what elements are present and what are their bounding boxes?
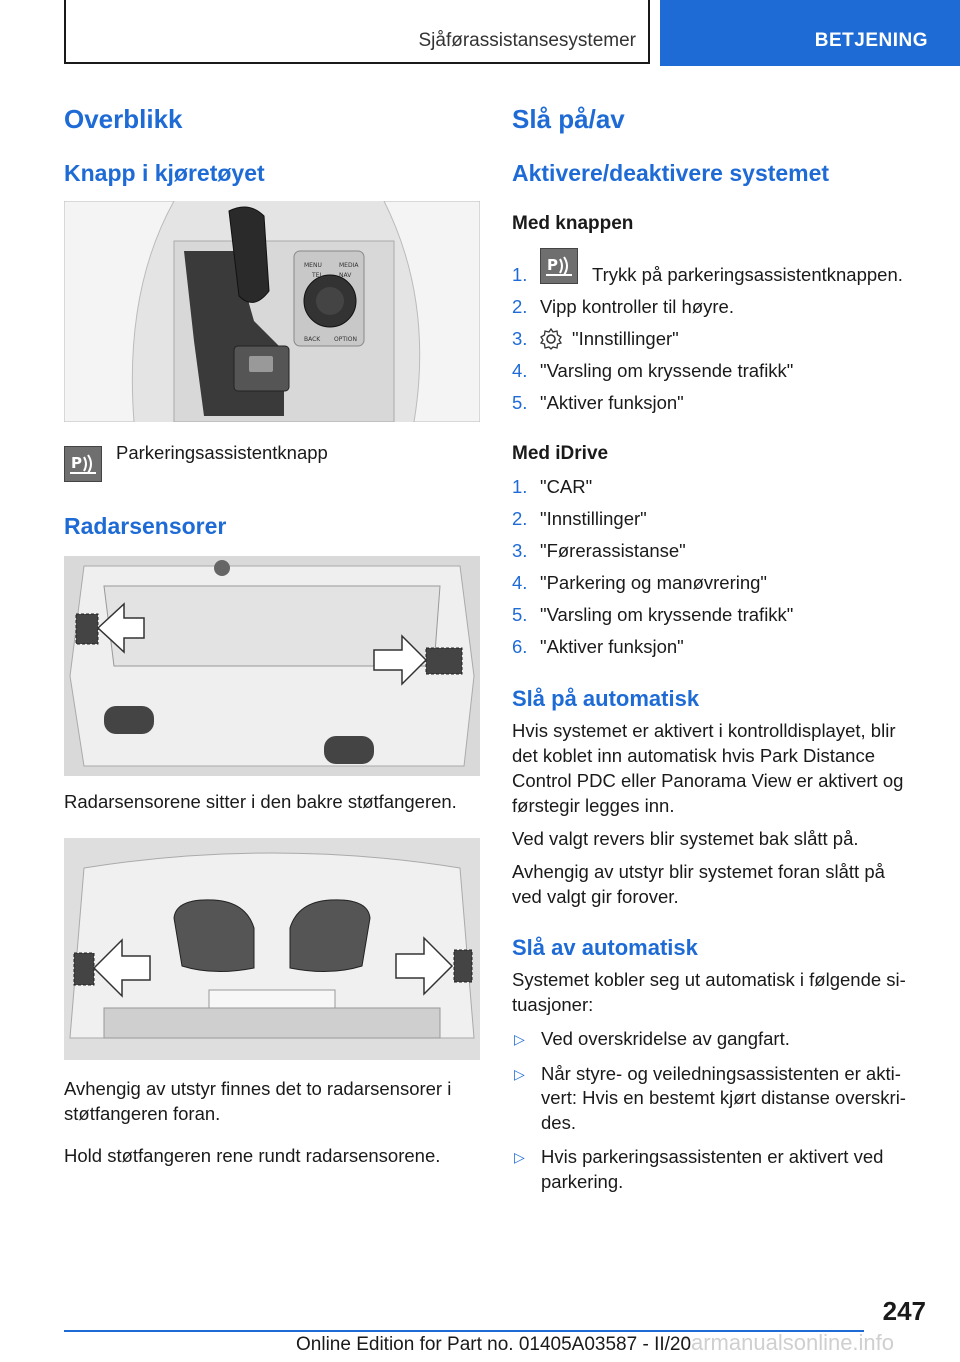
step-number: 3. (512, 540, 528, 561)
parking-assistant-button-icon (64, 446, 102, 482)
step-text: "Varsling om kryssende trafikk" (540, 360, 794, 381)
header-section-box (64, 0, 650, 64)
step-number: 3. (512, 328, 528, 349)
heading-switch-on-off: Slå på/av (512, 104, 625, 134)
auto-off-line1: Systemet kobler seg ut automatisk i følgende si- (512, 969, 906, 990)
rear-bumper-image (64, 556, 480, 776)
auto-on-line2: det koblet inn automatisk hvis Park Distance (512, 745, 875, 766)
step-number: 6. (512, 636, 528, 657)
list-item (512, 1062, 922, 1136)
step-number: 2. (512, 296, 528, 317)
front-sensors-caption-line1: Avhengig av utstyr finnes det to radarsensorer i (64, 1078, 452, 1099)
auto-on-line1: Hvis systemet er aktivert i kontrolldisplayet, blir (512, 720, 896, 741)
header-chapter-tab (660, 0, 960, 66)
step-text: "CAR" (540, 476, 593, 497)
svg-text:NAV: NAV (339, 272, 352, 279)
svg-text:BACK: BACK (304, 336, 321, 343)
step-text: "Parkering og manøvrering" (540, 572, 768, 593)
front-bumper-illustration (64, 838, 480, 1060)
step-number: 1. (512, 264, 528, 285)
triangle-bullet-icon: ▷ (514, 1149, 525, 1165)
svg-text:P: P (547, 256, 558, 274)
step-text: "Innstillinger" (572, 328, 679, 349)
heading-auto-on: Slå på automatisk (512, 686, 700, 711)
header-chapter-title: BETJENING (814, 30, 928, 51)
keep-clean-note: Hold støtfangeren rene rundt radarsensorene. (64, 1145, 441, 1166)
page-number: 247 (882, 1296, 926, 1326)
heading-radar-sensors: Radarsensorer (64, 513, 227, 539)
step-number: 4. (512, 572, 528, 593)
auto-on-line3: Control PDC eller Panorama View er aktivert og (512, 770, 904, 791)
step-number: 4. (512, 360, 528, 381)
icon-label-parking-button: Parkeringsassistentknapp (116, 442, 328, 463)
rear-bumper-illustration (64, 556, 480, 776)
auto-off-bullets (512, 1027, 922, 1204)
heading-auto-off: Slå av automatisk (512, 935, 698, 960)
svg-text:MEDIA: MEDIA (339, 262, 359, 269)
bullet-line: vert: Hvis en bestemt kjørt distanse overskri- (541, 1087, 906, 1108)
front-sensors-caption-line2: støtfangeren foran. (64, 1103, 221, 1124)
svg-text:P: P (71, 454, 82, 472)
heading-button-in-vehicle: Knapp i kjøretøyet (64, 160, 265, 186)
bullet-line: Hvis parkeringsassistenten er aktivert ved (541, 1146, 884, 1167)
step-text: "Varsling om kryssende trafikk" (540, 604, 794, 625)
reverse-note: Ved valgt revers blir systemet bak slått på. (512, 828, 859, 849)
bullet-line: Ved overskridelse av gangfart. (541, 1028, 790, 1049)
bullet-line: des. (541, 1111, 576, 1133)
auto-on-line4: førstegir legges inn. (512, 795, 675, 816)
step-text: "Innstillinger" (540, 508, 647, 529)
bullet-line: Når styre- og veiledningsassistenten er akti- (541, 1062, 901, 1084)
bullet-line: parkering. (541, 1170, 624, 1192)
front-bumper-image (64, 838, 480, 1060)
svg-text:TEL: TEL (312, 272, 323, 279)
subheading-with-button: Med knappen (512, 213, 634, 234)
heading-activate-deactivate: Aktivere/deaktivere systemet (512, 160, 830, 186)
parking-assistant-button-icon (540, 248, 578, 284)
step-number: 2. (512, 508, 528, 529)
list-item (512, 1145, 922, 1194)
settings-gear-icon (540, 328, 562, 356)
center-console-illustration (64, 201, 480, 422)
front-system-line1: Avhengig av utstyr blir systemet foran slått på (512, 861, 885, 882)
step-number: 5. (512, 604, 528, 625)
heading-overview: Overblikk (64, 104, 183, 134)
center-console-image (64, 201, 480, 422)
step-text: "Førerassistanse" (540, 540, 686, 561)
list-item (512, 1027, 922, 1052)
front-system-line2: ved valgt gir forover. (512, 886, 679, 907)
header-section-title: Sjåførassistansesystemer (418, 30, 636, 51)
step-number: 1. (512, 476, 528, 497)
step-text: "Aktiver funksjon" (540, 636, 684, 657)
watermark: carmanualsonline.info (680, 1330, 895, 1355)
svg-text:MENU: MENU (304, 262, 322, 269)
triangle-bullet-icon: ▷ (514, 1065, 525, 1082)
step-text: "Aktiver funksjon" (540, 392, 684, 413)
triangle-bullet-icon: ▷ (514, 1031, 525, 1047)
svg-text:OPTION: OPTION (334, 336, 357, 343)
rear-sensors-caption: Radarsensorene sitter i den bakre støtfangeren. (64, 791, 457, 812)
auto-off-line2: tuasjoner: (512, 994, 594, 1015)
step-text: Trykk på parkeringsassistentknappen. (592, 264, 903, 285)
step-number: 5. (512, 392, 528, 413)
step-text: Vipp kontroller til høyre. (540, 296, 734, 317)
subheading-with-idrive: Med iDrive (512, 443, 609, 464)
footer-edition: Online Edition for Part no. 01405A03587 - II/20 (296, 1334, 692, 1355)
